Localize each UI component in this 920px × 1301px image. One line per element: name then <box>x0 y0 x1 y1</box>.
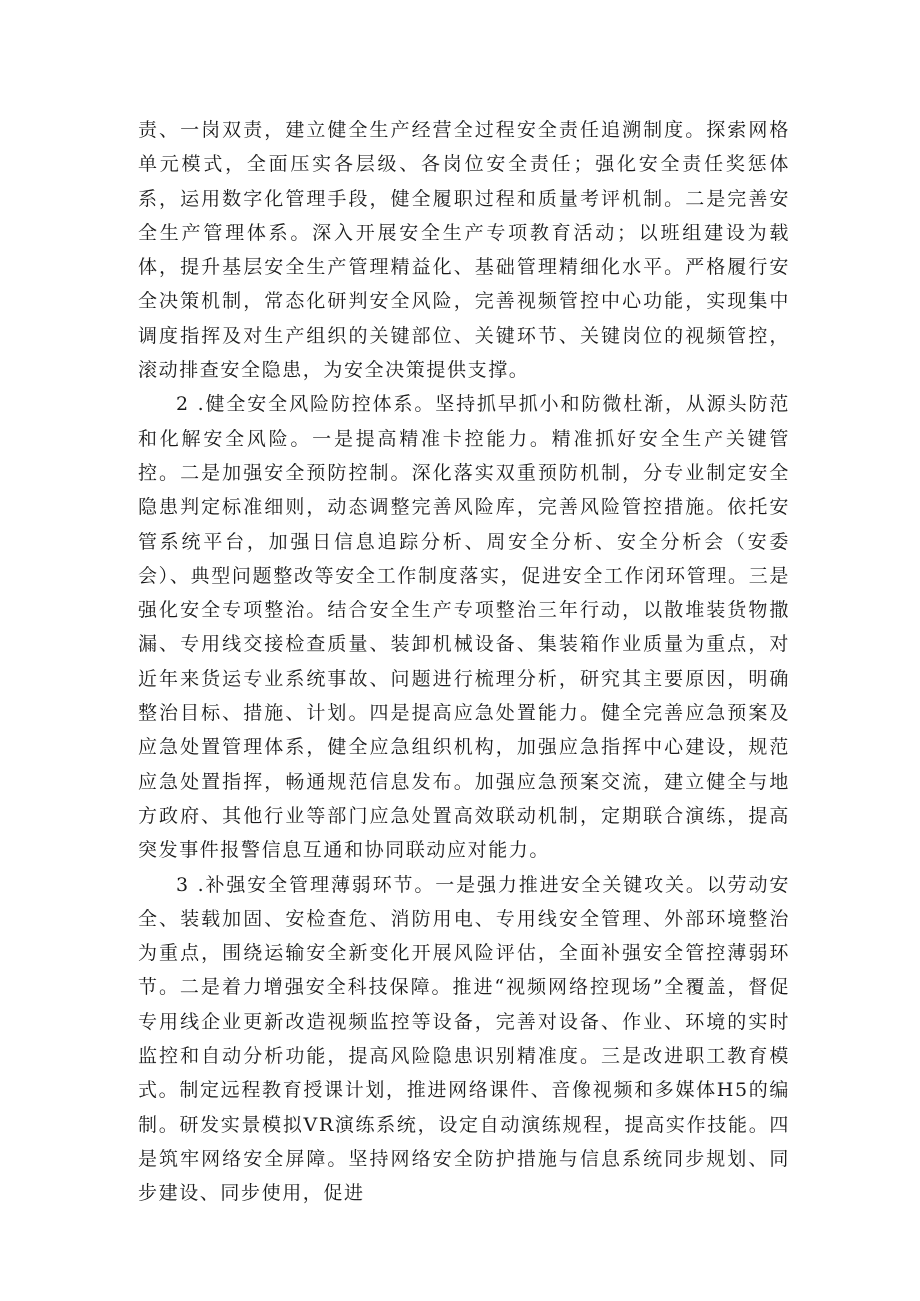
document-page <box>138 113 790 1211</box>
paragraph-3: 3 .补强安全管理薄弱环节。一是强力推进安全关键攻关。以劳动安全、装载加固、安检查危、消防用电、专用线安全管理、外部环境整治为重点，围绕运输安全新变化开展风险评估，全面补强安全管控薄弱环节。二是着力增强安全科技保障。推进“视频网络控现场”全覆盖，督促专用线企业更新改造视频监控等设备，完善对设备、作业、环境的实时监控和自动分析功能，提高风险隐患识别精准度。三是改进职工教育模式。制定远程教育授课计划，推进网络课件、音像视频和多媒体H5的编制。研发实景模拟VR演练系统，设定自动演练规程，提高实作技能。四是筑牢网络安全屏障。坚持网络安全防护措施与信息系统同步规划、同步建设、同步使用，促进 <box>138 873 790 1205</box>
paragraph-2: 2 .健全安全风险防控体系。坚持抓早抓小和防微杜渐，从源头防范和化解安全风险。一是提高精准卡控能力。精准抓好安全生产关键管控。二是加强安全预防控制。深化落实双重预防机制，分专业制定安全隐患判定标准细则，动态调整完善风险库，完善风险管控措施。依托安管系统平台，加强日信息追踪分析、周安全分析、安全分析会（安委会）、典型问题整改等安全工作制度落实，促进安全工作闭环管理。三是强化安全专项整治。结合安全生产专项整治三年行动，以散堆装货物撒漏、专用线交接检查质量、装卸机械设备、集装箱作业质量为重点，对近年来货运专业系统事故、问题进行梳理分析，研究其主要原因，明确整治目标、措施、计划。四是提高应急处置能力。健全完善应急预案及应急处置管理体系，健全应急组织机构，加强应急指挥中心建设，规范应急处置指挥，畅通规范信息发布。加强应急预案交流，建立健全与地方政府、其他行业等部门应急处置高效联动机制，定期联合演练，提高突发事件报警信息互通和协同联动应对能力。 <box>138 393 790 862</box>
paragraph-1: 责、一岗双责，建立健全生产经营全过程安全责任追溯制度。探索网格单元模式，全面压实各层级、各岗位安全责任；强化安全责任奖惩体系，运用数字化管理手段，健全履职过程和质量考评机制。二是完善安全生产管理体系。深入开展安全生产专项教育活动；以班组建设为载体，提升基层安全生产管理精益化、基础管理精细化水平。严格履行安全决策机制，常态化研判安全风险，完善视频管控中心功能，实现集中调度指挥及对生产组织的关键部位、关键环节、关键岗位的视频管控，滚动排查安全隐患，为安全决策提供支撑。 <box>138 119 790 382</box>
